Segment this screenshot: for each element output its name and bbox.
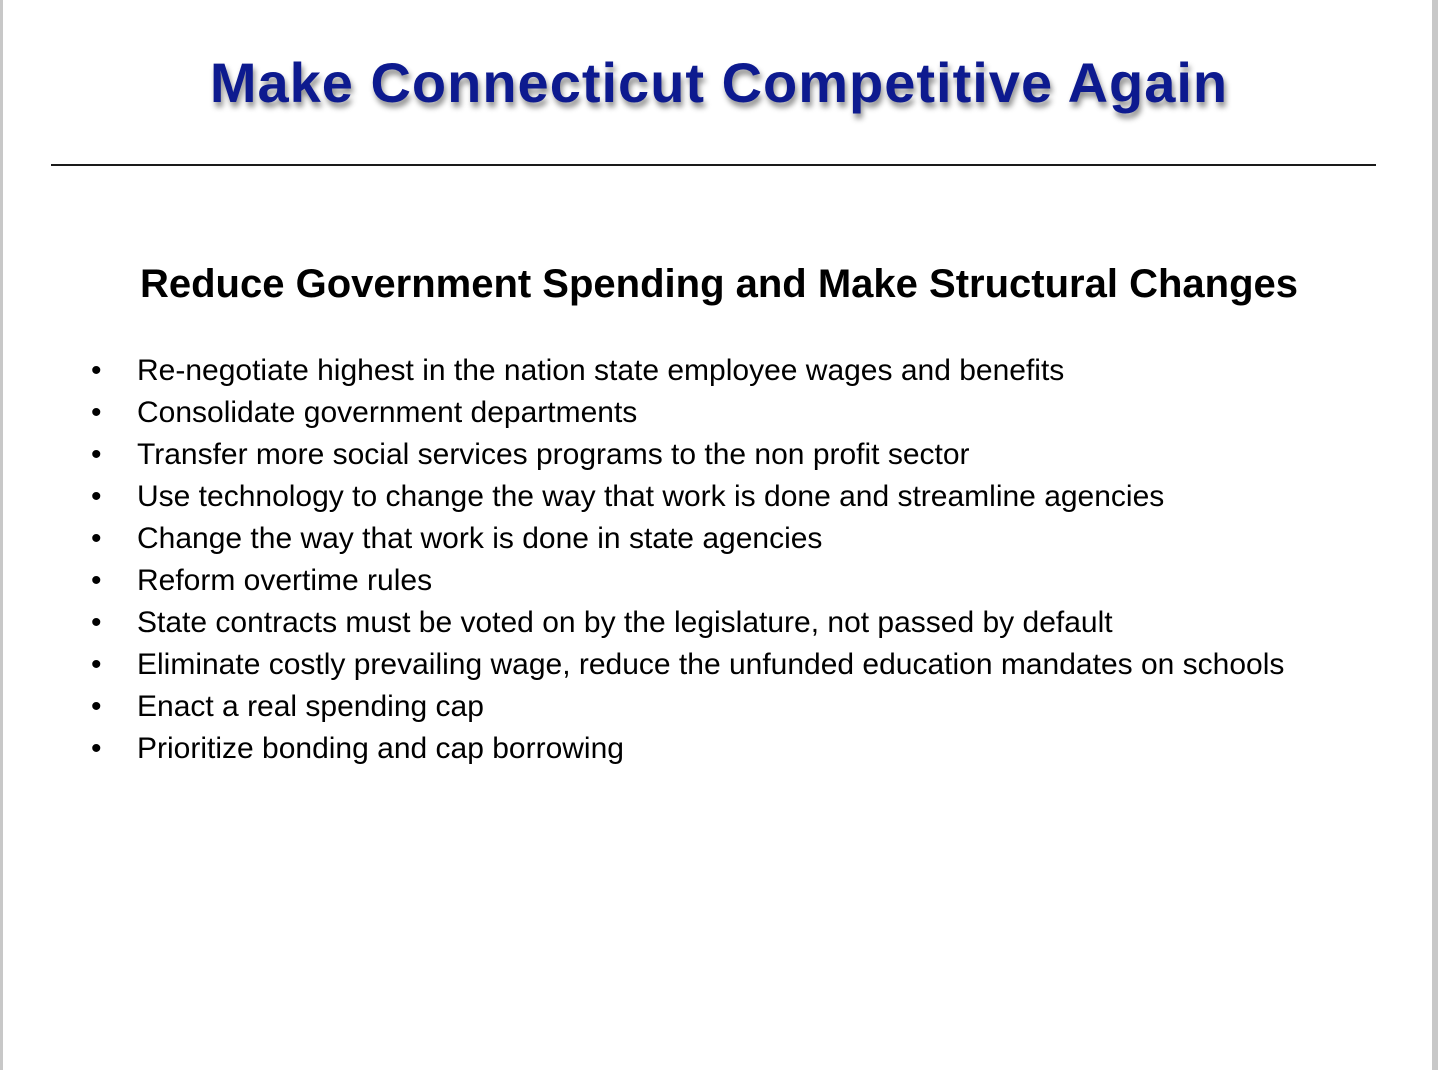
section-heading: Reduce Government Spending and Make Structural Changes xyxy=(139,262,1298,306)
list-item xyxy=(91,518,1311,560)
bullet-icon: • xyxy=(91,438,102,471)
bullet-icon: • xyxy=(91,690,102,723)
bullet-icon: • xyxy=(91,396,102,429)
bullet-icon: • xyxy=(91,732,102,765)
list-item xyxy=(91,476,1311,518)
list-item xyxy=(91,560,1311,602)
bullet-icon: • xyxy=(91,564,102,597)
bullet-icon: • xyxy=(91,522,102,555)
list-item-text: Enact a real spending cap xyxy=(137,690,484,723)
list-item xyxy=(91,644,1311,686)
list-item xyxy=(91,392,1311,434)
bullet-icon: • xyxy=(91,480,102,513)
list-item xyxy=(91,602,1311,644)
list-item-text: State contracts must be voted on by the legislature, not passed by default xyxy=(137,606,1113,639)
list-item-text: Eliminate costly prevailing wage, reduce the unfunded education mandates on schools xyxy=(137,648,1285,681)
list-item-text: Reform overtime rules xyxy=(137,564,433,597)
bullet-icon: • xyxy=(91,354,102,387)
list-item xyxy=(91,728,1311,770)
list-item-text: Consolidate government departments xyxy=(137,396,638,429)
list-item-text: Prioritize bonding and cap borrowing xyxy=(137,732,624,765)
list-item xyxy=(91,350,1311,392)
list-item xyxy=(91,434,1311,476)
list-item xyxy=(91,686,1311,728)
bullet-icon: • xyxy=(91,606,102,639)
list-item-text: Change the way that work is done in state agencies xyxy=(137,522,823,555)
list-item-text: Transfer more social services programs to the non profit sector xyxy=(137,438,970,471)
banner-title: Make Connecticut Competitive Again xyxy=(209,51,1229,114)
bullet-list xyxy=(91,350,1311,770)
list-item-text: Use technology to change the way that work is done and streamline agencies xyxy=(137,480,1165,513)
bullet-icon: • xyxy=(91,648,102,681)
list-item-text: Re-negotiate highest in the nation state employee wages and benefits xyxy=(137,354,1065,387)
horizontal-divider xyxy=(51,164,1376,166)
